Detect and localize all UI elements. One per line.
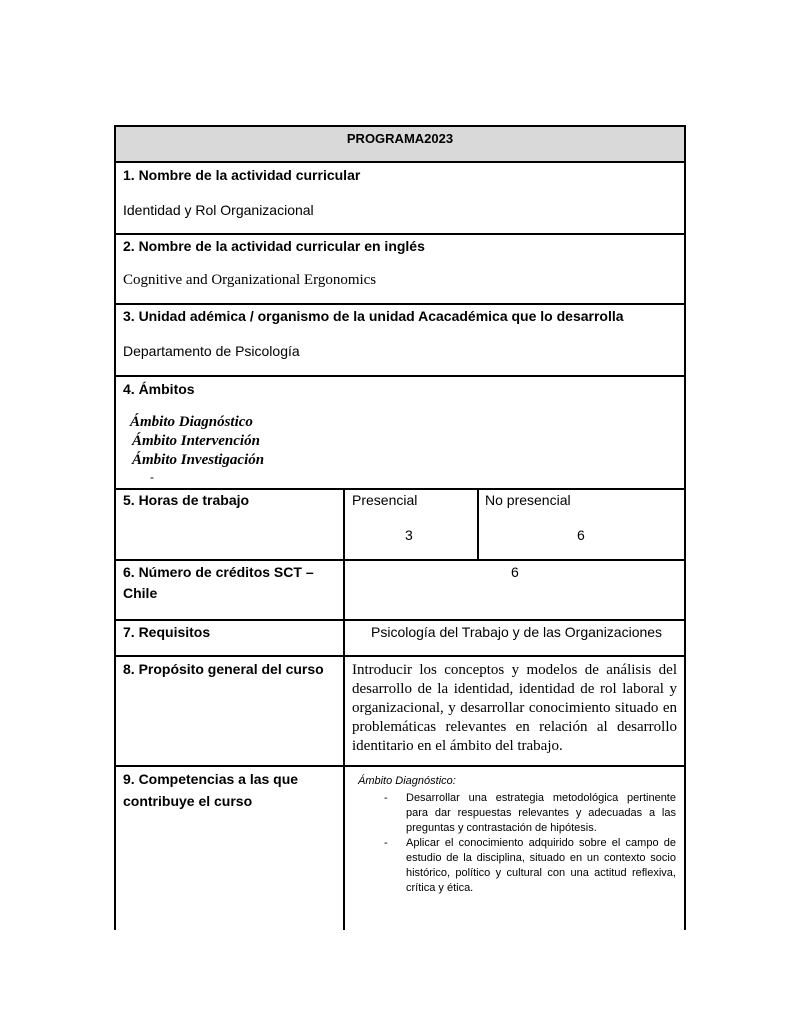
no-presencial-value: 6: [577, 527, 585, 543]
row-creditos: [116, 561, 684, 621]
col-divider: [343, 657, 345, 765]
col-divider: [477, 490, 479, 559]
row-competencias-label-line1: 9. Competencias a las que: [123, 771, 299, 787]
row-horas-label: 5. Horas de trabajo: [123, 492, 250, 508]
row-proposito-label: 8. Propósito general del curso: [123, 661, 324, 677]
ambito-dash: -: [150, 470, 154, 484]
row-requisitos: [116, 621, 684, 657]
table-header: [116, 127, 684, 163]
proposito-value: Introducir los conceptos y modelos de análisis del desarrollo de la identidad, identidad de rol laboral y organizacional, y desarrollar conocimiento situado en problemáticas relevantes en relación al desarrollo identitario en el ámbito del trabajo.: [352, 662, 677, 754]
row-horas: [116, 490, 684, 561]
program-title: PROGRAMA2023: [346, 131, 454, 146]
competencias-subtitle: Ámbito Diagnóstico:: [358, 775, 456, 787]
row-unidad: [116, 305, 684, 377]
creditos-value: 6: [511, 564, 519, 580]
table-continuation: [114, 923, 686, 929]
list-item: - Aplicar el conocimiento adquirido sobre el campo de estudio de la disciplina, situado en un contexto socio histórico, político y cultural con una actitud reflexiva, crítica y ética.: [384, 836, 676, 896]
row-ambitos: [116, 377, 684, 490]
row-nombre-value: Identidad y Rol Organizacional: [123, 202, 314, 218]
col-divider: [343, 767, 345, 930]
col-divider: [343, 490, 345, 559]
row-nombre-ingles-label: 2. Nombre de la actividad curricular en inglés: [123, 238, 425, 254]
competencias-list: [384, 791, 676, 896]
program-table: [114, 125, 686, 930]
col-divider: [343, 561, 345, 619]
presencial-value: 3: [405, 527, 413, 543]
ambito-diagnostico: Ámbito Diagnóstico: [130, 414, 253, 430]
row-creditos-label-line2: Chile: [123, 585, 158, 601]
presencial-label: Presencial: [352, 492, 418, 508]
no-presencial-label: No presencial: [485, 492, 571, 508]
row-competencias-label-line2: contribuye el curso: [123, 793, 253, 809]
row-proposito: [116, 657, 684, 767]
row-nombre-ingles: [116, 235, 684, 305]
ambito-intervencion: Ámbito Intervención: [132, 433, 260, 449]
ambito-investigacion: Ámbito Investigación: [132, 452, 265, 468]
row-creditos-label-line1: 6. Número de créditos SCT –: [123, 564, 314, 580]
row-ambitos-label: 4. Ámbitos: [123, 381, 195, 397]
requisitos-value: Psicología del Trabajo y de las Organizaciones: [371, 624, 663, 640]
row-nombre-ingles-value: Cognitive and Organizational Ergonomics: [123, 272, 377, 288]
row-unidad-label: 3. Unidad adémica / organismo de la unidad Acacadémica que lo desarrolla: [123, 308, 624, 324]
list-item: - Desarrollar una estrategia metodológica pertinente para dar respuestas relevantes y adecuadas a las preguntas y contrastación de hipótesis.: [384, 791, 676, 836]
col-divider: [343, 621, 345, 655]
row-unidad-value: Departamento de Psicología: [123, 343, 300, 359]
row-competencias: [116, 767, 684, 930]
row-requisitos-label: 7. Requisitos: [123, 624, 211, 640]
row-nombre-label: 1. Nombre de la actividad curricular: [123, 167, 361, 183]
row-nombre: [116, 163, 684, 235]
